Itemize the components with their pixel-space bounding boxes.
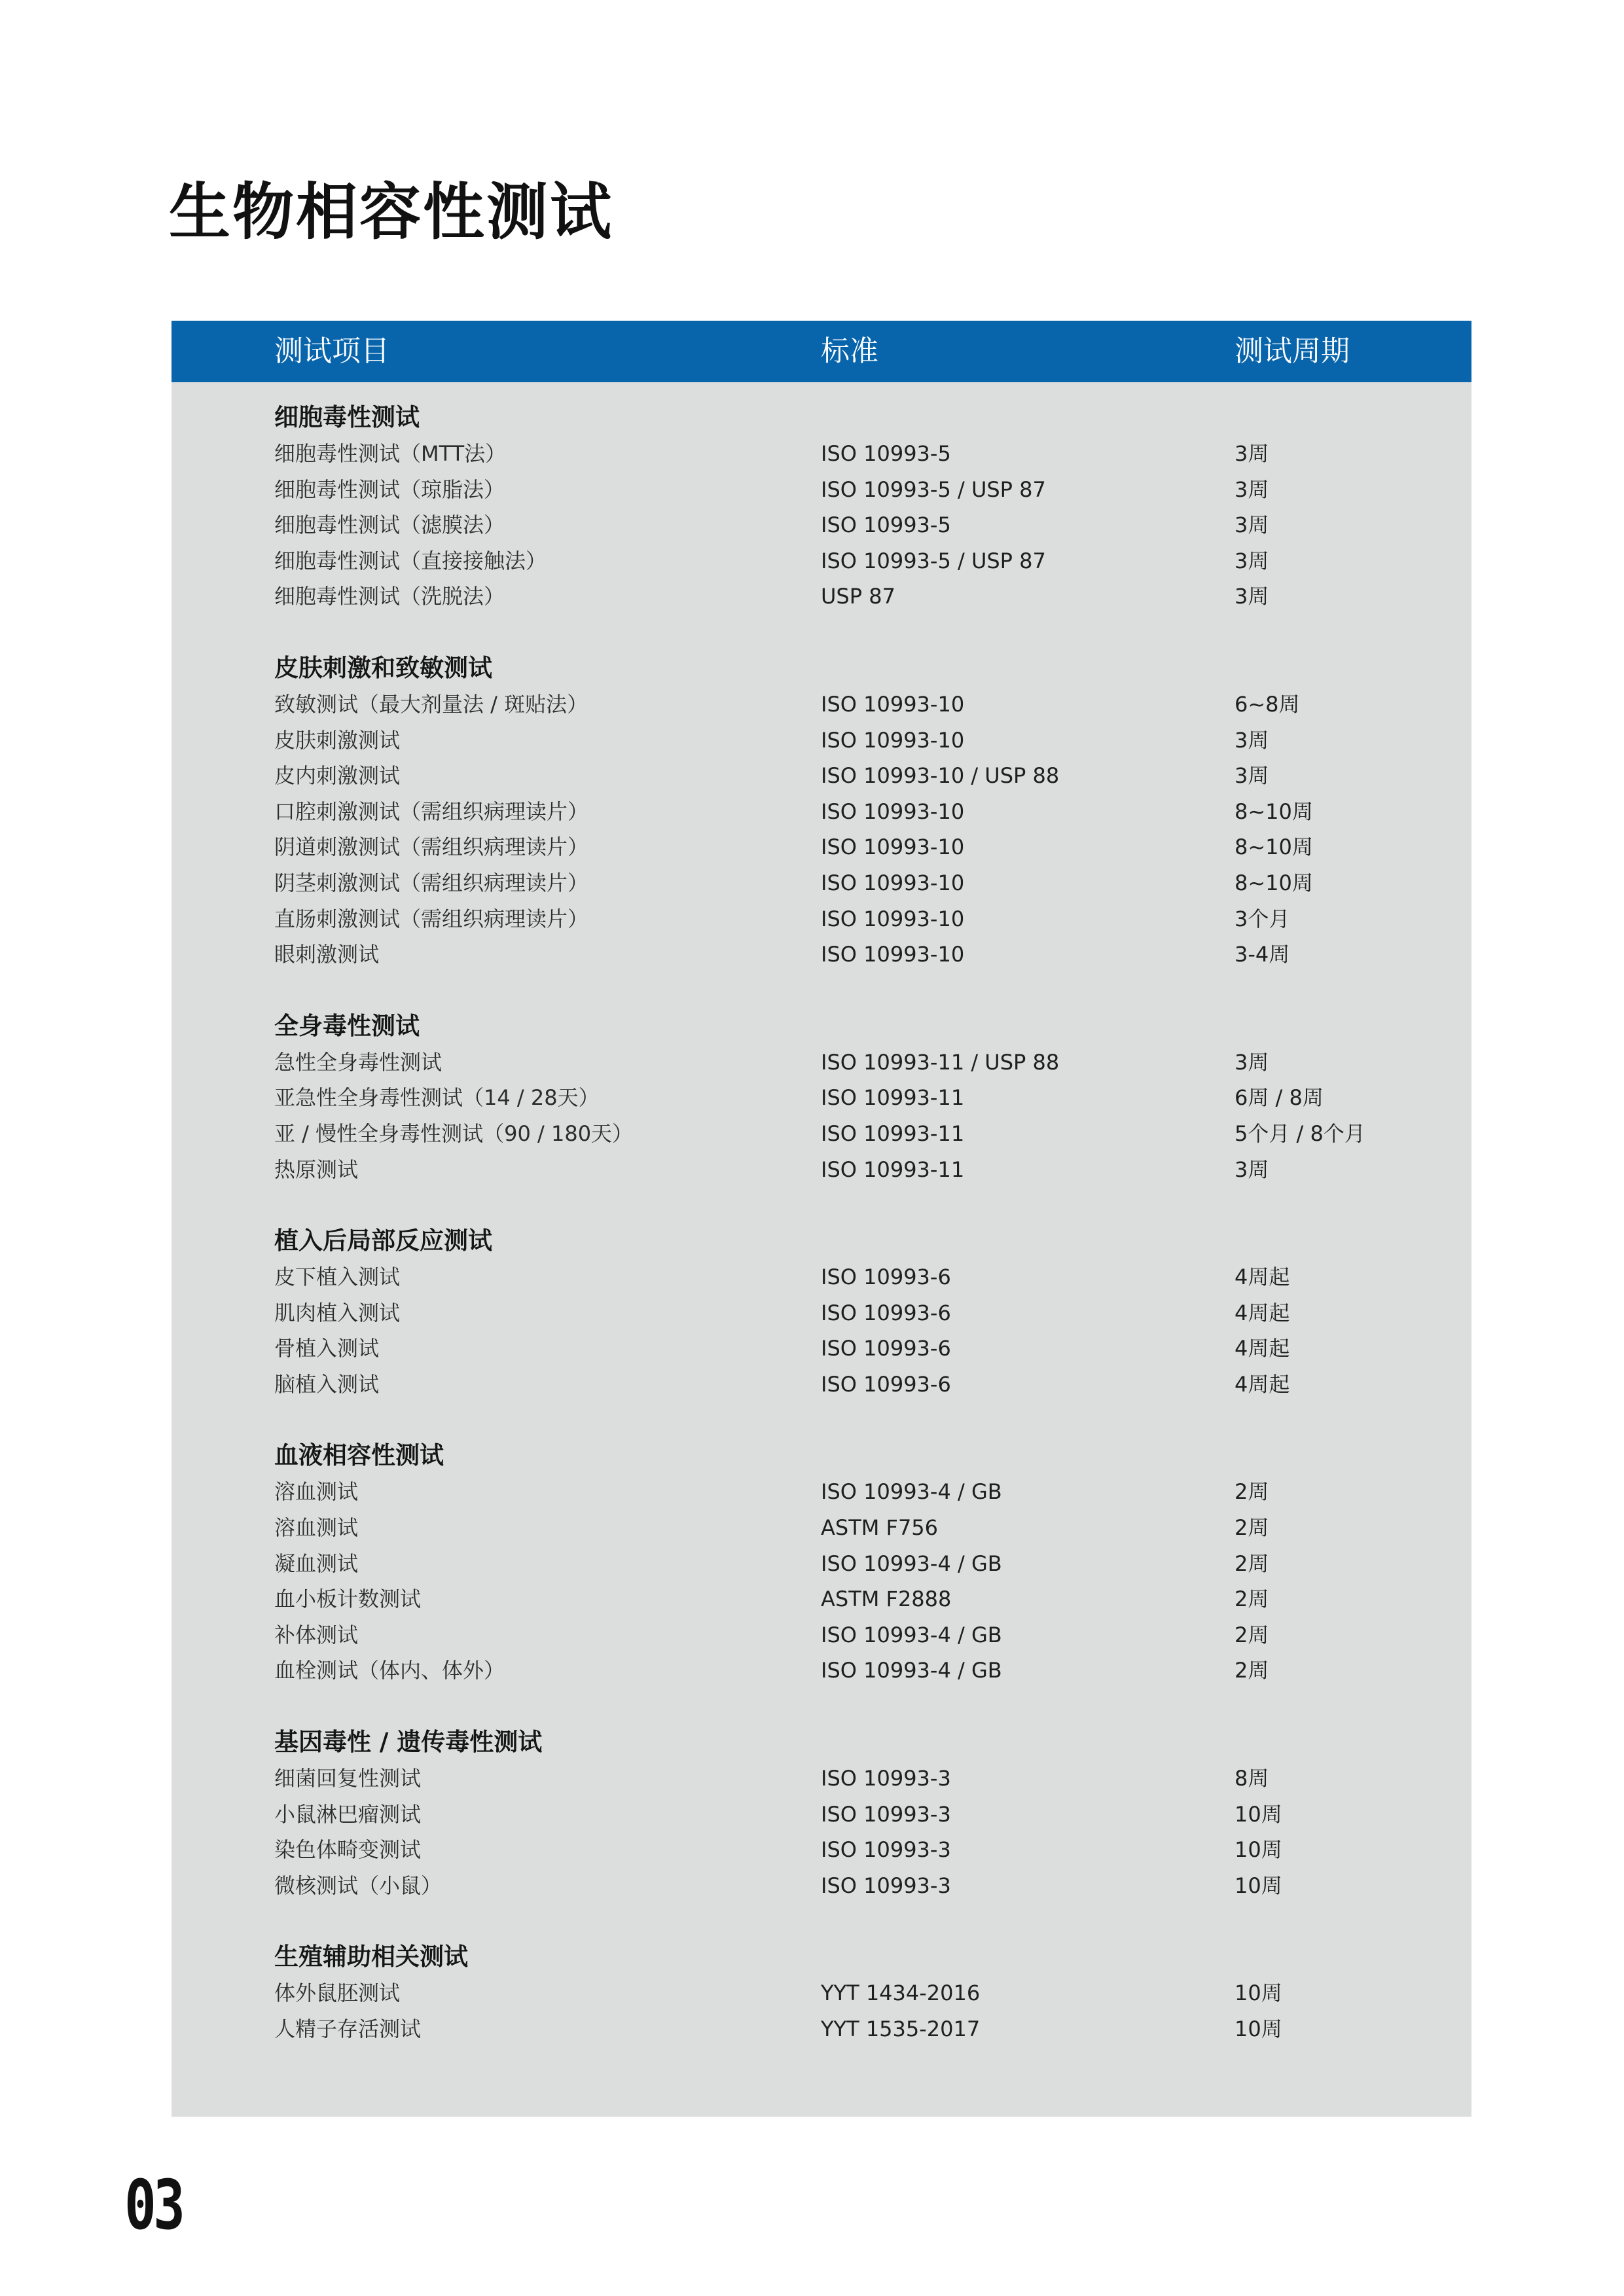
test-item-cell: 凝血测试: [274, 1551, 359, 1576]
test-period-cell: 10周: [1235, 1981, 1282, 2006]
test-item-cell: 急性全身毒性测试: [274, 1049, 442, 1075]
standard-cell: ISO 10993-10: [821, 906, 965, 931]
test-period-cell: 4周起: [1235, 1265, 1290, 1290]
test-item-cell: 细胞毒性测试（洗脱法）: [274, 584, 505, 609]
test-period-cell: 3周: [1235, 512, 1269, 538]
page-title: 生物相容性测试: [169, 177, 614, 248]
standard-cell: ISO 10993-6: [821, 1371, 951, 1397]
page-number: 03: [124, 2165, 183, 2245]
standard-cell: ASTM F2888: [821, 1587, 952, 1612]
standard-cell: ISO 10993-10: [821, 691, 965, 717]
table-section: [171, 650, 1471, 973]
standard-cell: ISO 10993-5 / USP 87: [821, 548, 1046, 573]
test-item-cell: 肌肉植入测试: [274, 1300, 401, 1325]
test-item-cell: 溶血测试: [274, 1515, 359, 1541]
test-period-cell: 10周: [1235, 1837, 1282, 1863]
test-period-cell: 2周: [1235, 1515, 1269, 1541]
table-row: [171, 1797, 1471, 1833]
section-title: 皮肤刺激和致敏测试: [274, 653, 492, 682]
test-period-cell: 2周: [1235, 1622, 1269, 1647]
table-body: [171, 399, 1471, 2083]
standard-cell: ISO 10993-11: [821, 1121, 965, 1146]
test-item-cell: 小鼠淋巴瘤测试: [274, 1801, 422, 1827]
table-section: [171, 1724, 1471, 1903]
test-item-cell: 致敏测试（最大剂量法 / 斑贴法）: [274, 691, 588, 717]
column-header-standard: 标准: [821, 334, 878, 368]
test-period-cell: 8周: [1235, 1766, 1269, 1791]
test-item-cell: 皮内刺激测试: [274, 763, 401, 789]
test-item-cell: 亚急性全身毒性测试（14 / 28天）: [274, 1085, 600, 1111]
table-section: [171, 399, 1471, 615]
standard-cell: ISO 10993-4 / GB: [821, 1551, 1002, 1576]
table-row: [171, 1761, 1471, 1797]
standard-cell: ISO 10993-3: [821, 1837, 951, 1863]
table-row: [171, 436, 1471, 472]
table-row: [171, 1080, 1471, 1116]
test-item-cell: 溶血测试: [274, 1479, 359, 1505]
standard-cell: ISO 10993-4 / GB: [821, 1658, 1002, 1683]
table-row: [171, 1546, 1471, 1582]
test-item-cell: 血小板计数测试: [274, 1587, 422, 1612]
test-item-cell: 亚 / 慢性全身毒性测试（90 / 180天）: [274, 1121, 634, 1146]
standard-cell: ISO 10993-5 / USP 87: [821, 476, 1046, 502]
standard-cell: ISO 10993-4 / GB: [821, 1622, 1002, 1647]
test-period-cell: 8~10周: [1235, 870, 1313, 895]
table-row: [171, 1975, 1471, 2011]
test-period-cell: 2周: [1235, 1479, 1269, 1505]
test-period-cell: 2周: [1235, 1551, 1269, 1576]
table-row: [171, 1331, 1471, 1367]
test-period-cell: 6周 / 8周: [1235, 1085, 1324, 1111]
standard-cell: ISO 10993-10 / USP 88: [821, 763, 1060, 789]
test-period-cell: 3周: [1235, 584, 1269, 609]
table-row: [171, 937, 1471, 973]
table-row: [171, 1832, 1471, 1868]
standard-cell: ISO 10993-6: [821, 1300, 951, 1325]
standard-cell: ISO 10993-3: [821, 1766, 951, 1791]
table-row: [171, 2011, 1471, 2047]
table-row: [171, 1116, 1471, 1152]
table-row: [171, 1367, 1471, 1403]
table-row: [171, 758, 1471, 794]
test-item-cell: 细菌回复性测试: [274, 1766, 422, 1791]
test-table: [171, 321, 1471, 2117]
table-row: [171, 507, 1471, 543]
table-section: [171, 1008, 1471, 1187]
table-row: [171, 829, 1471, 865]
test-item-cell: 阴道刺激测试（需组织病理读片）: [274, 834, 589, 860]
standard-cell: ISO 10993-10: [821, 870, 965, 895]
test-period-cell: 8~10周: [1235, 834, 1313, 860]
table-row: [171, 901, 1471, 937]
table-section: [171, 1223, 1471, 1402]
standard-cell: YYT 1434-2016: [821, 1981, 981, 2006]
standard-cell: ISO 10993-6: [821, 1265, 951, 1290]
test-period-cell: 3周: [1235, 441, 1269, 466]
test-period-cell: 3周: [1235, 548, 1269, 573]
standard-cell: ISO 10993-10: [821, 834, 965, 860]
test-period-cell: 3周: [1235, 476, 1269, 502]
test-item-cell: 细胞毒性测试（琼脂法）: [274, 476, 505, 502]
test-period-cell: 8~10周: [1235, 798, 1313, 824]
standard-cell: ISO 10993-11: [821, 1085, 965, 1111]
test-period-cell: 2周: [1235, 1658, 1269, 1683]
test-period-cell: 3周: [1235, 1157, 1269, 1182]
standard-cell: ISO 10993-6: [821, 1336, 951, 1361]
standard-cell: ISO 10993-3: [821, 1801, 951, 1827]
table-header: [171, 321, 1471, 382]
standard-cell: YYT 1535-2017: [821, 2017, 981, 2041]
section-title: 细胞毒性测试: [274, 403, 420, 431]
table-section: [171, 1437, 1471, 1689]
table-row: [171, 1617, 1471, 1653]
standard-cell: ISO 10993-5: [821, 512, 951, 538]
standard-cell: ISO 10993-5: [821, 441, 951, 466]
test-period-cell: 3-4周: [1235, 942, 1290, 967]
table-section: [171, 1939, 1471, 2047]
table-row: [171, 687, 1471, 723]
test-period-cell: 3周: [1235, 763, 1269, 789]
column-header-test-period: 测试周期: [1235, 334, 1350, 368]
test-period-cell: 4周起: [1235, 1300, 1290, 1325]
test-period-cell: 5个月 / 8个月: [1235, 1121, 1365, 1146]
table-row: [171, 1152, 1471, 1188]
standard-cell: ISO 10993-11 / USP 88: [821, 1049, 1060, 1075]
table-row: [171, 1295, 1471, 1331]
section-title: 基因毒性 / 遗传毒性测试: [274, 1728, 543, 1757]
test-period-cell: 10周: [1235, 1873, 1282, 1898]
column-header-test-item: 测试项目: [274, 334, 389, 368]
test-item-cell: 皮下植入测试: [274, 1265, 401, 1290]
section-title: 血液相容性测试: [274, 1441, 444, 1470]
section-title: 植入后局部反应测试: [274, 1227, 492, 1255]
test-period-cell: 4周起: [1235, 1336, 1290, 1361]
section-title: 全身毒性测试: [274, 1011, 420, 1040]
table-row: [171, 472, 1471, 508]
table-row: [171, 794, 1471, 830]
test-item-cell: 细胞毒性测试（滤膜法）: [274, 512, 505, 538]
standard-cell: USP 87: [821, 584, 895, 609]
table-row: [171, 1653, 1471, 1689]
standard-cell: ISO 10993-3: [821, 1873, 951, 1898]
test-item-cell: 补体测试: [274, 1622, 359, 1647]
test-item-cell: 皮肤刺激测试: [274, 727, 401, 753]
table-row: [171, 1259, 1471, 1295]
test-item-cell: 微核测试（小鼠）: [274, 1873, 442, 1898]
test-period-cell: 10周: [1235, 2017, 1282, 2041]
table-row: [171, 543, 1471, 579]
standard-cell: ISO 10993-11: [821, 1157, 965, 1182]
test-item-cell: 脑植入测试: [274, 1371, 380, 1397]
test-item-cell: 染色体畸变测试: [274, 1837, 422, 1863]
table-row: [171, 865, 1471, 901]
table-row: [171, 1868, 1471, 1904]
test-period-cell: 4周起: [1235, 1371, 1290, 1397]
test-period-cell: 3个月: [1235, 906, 1290, 931]
test-item-cell: 阴茎刺激测试（需组织病理读片）: [274, 870, 589, 895]
test-item-cell: 热原测试: [274, 1157, 359, 1182]
test-item-cell: 细胞毒性测试（MTT法）: [274, 441, 507, 466]
test-period-cell: 10周: [1235, 1801, 1282, 1827]
section-title: 生殖辅助相关测试: [274, 1943, 468, 1971]
standard-cell: ASTM F756: [821, 1515, 939, 1541]
table-row: [171, 1510, 1471, 1546]
test-item-cell: 细胞毒性测试（直接接触法）: [274, 548, 547, 573]
table-row: [171, 723, 1471, 759]
standard-cell: ISO 10993-4 / GB: [821, 1479, 1002, 1505]
test-period-cell: 2周: [1235, 1587, 1269, 1612]
standard-cell: ISO 10993-10: [821, 727, 965, 753]
table-row: [171, 1581, 1471, 1617]
test-item-cell: 血栓测试（体内、体外）: [274, 1658, 505, 1683]
test-period-cell: 3周: [1235, 1049, 1269, 1075]
test-item-cell: 人精子存活测试: [274, 2017, 422, 2041]
table-row: [171, 579, 1471, 615]
test-item-cell: 直肠刺激测试（需组织病理读片）: [274, 906, 589, 931]
test-item-cell: 眼刺激测试: [274, 942, 380, 967]
test-item-cell: 骨植入测试: [274, 1336, 380, 1361]
test-item-cell: 口腔刺激测试（需组织病理读片）: [274, 798, 589, 824]
table-row: [171, 1474, 1471, 1510]
table-row: [171, 1045, 1471, 1081]
test-period-cell: 3周: [1235, 727, 1269, 753]
standard-cell: ISO 10993-10: [821, 942, 965, 967]
test-item-cell: 体外鼠胚测试: [274, 1981, 401, 2006]
test-period-cell: 6~8周: [1235, 691, 1300, 717]
standard-cell: ISO 10993-10: [821, 798, 965, 824]
